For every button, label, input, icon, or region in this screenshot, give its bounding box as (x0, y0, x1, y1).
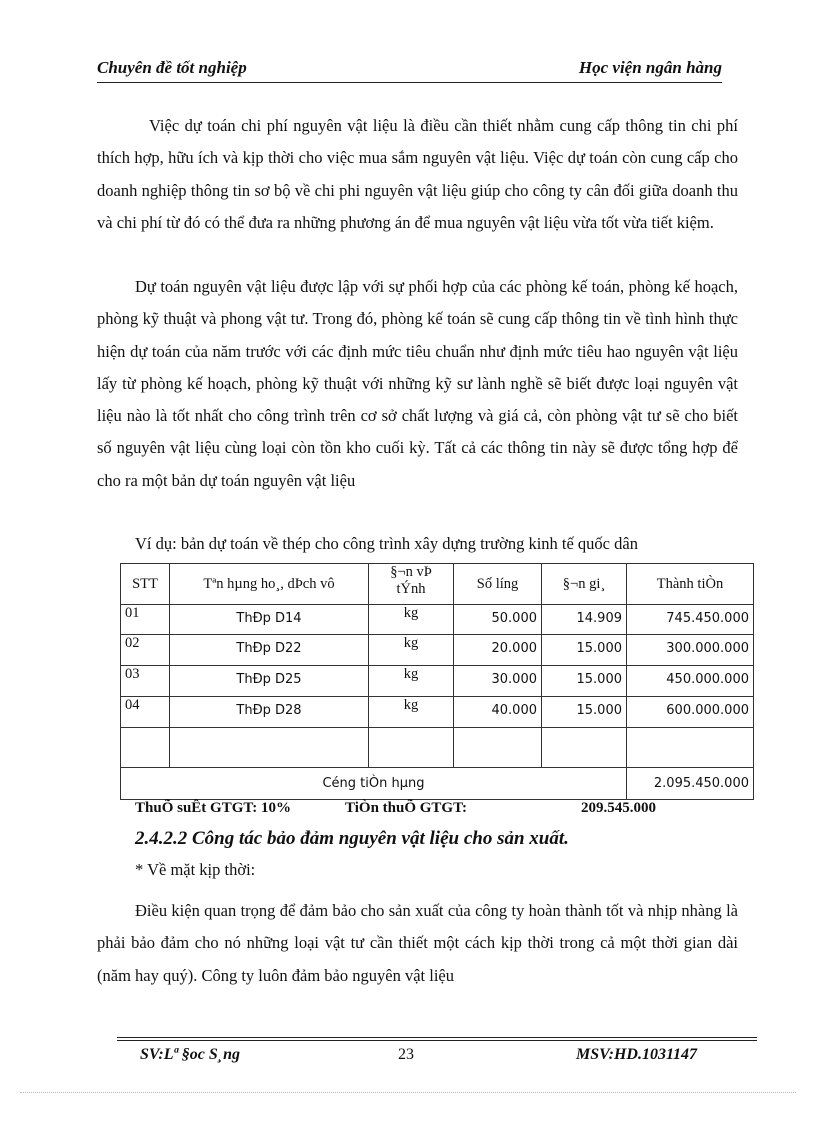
header-unit (369, 564, 454, 605)
cell-stt: 02 (121, 635, 170, 666)
sum-label: Céng tiÒn hµng (121, 768, 627, 800)
cell-price: 15.000 (542, 666, 627, 697)
cell-name: ThÐp D14 (170, 605, 369, 635)
table-row (121, 666, 754, 697)
page-header (97, 58, 722, 82)
header-right-title: Học viện ngân hàng (578, 58, 722, 77)
cell-price: 15.000 (542, 635, 627, 666)
table-sum-row (121, 768, 754, 800)
header-qty: Số líng (454, 564, 542, 605)
example-caption: Ví dụ: bản dự toán về thép cho công trình xây dựng trường kinh tế quốc dân (135, 534, 638, 553)
table-header-row (121, 564, 754, 605)
header-price: §¬n gi¸ (542, 564, 627, 605)
table-row (121, 635, 754, 666)
header-stt: STT (121, 564, 170, 605)
cell-stt: 01 (121, 605, 170, 635)
tax-rate: ThuÕ suÊt GTGT: 10% (135, 800, 292, 816)
cell-name: ThÐp D25 (170, 666, 369, 697)
cell-total: 450.000.000 (627, 666, 754, 697)
cell-total: 300.000.000 (627, 635, 754, 666)
cell-name: ThÐp D22 (170, 635, 369, 666)
footer-msv: MSV:HD.1031147 (576, 1046, 698, 1063)
cell-qty: 50.000 (454, 605, 542, 635)
cell-stt: 03 (121, 666, 170, 697)
header-unit-line2: tÝnh (396, 581, 426, 597)
page-number: 23 (398, 1046, 414, 1063)
cell-unit: kg (369, 605, 454, 635)
footer-rule-top (117, 1037, 757, 1038)
header-name: Tªn hµng ho¸, dÞch vô (170, 564, 369, 605)
header-unit-line1: §¬n vÞ (390, 564, 432, 580)
cell-total: 745.450.000 (627, 605, 754, 635)
page-edge-dotted-line (20, 1092, 796, 1093)
cell-total: 600.000.000 (627, 697, 754, 728)
table-empty-row (121, 728, 754, 768)
cell-unit: kg (369, 666, 454, 697)
cell-qty: 20.000 (454, 635, 542, 666)
table-row (121, 697, 754, 728)
cell-name: ThÐp D28 (170, 697, 369, 728)
bullet-timely: * Về mặt kịp thời: (135, 860, 256, 879)
tax-amount-label: TiÒn thuÕ GTGT: (345, 800, 467, 816)
footer-student: SV:Lª §oc S¸ng (140, 1046, 240, 1063)
estimate-table (120, 563, 754, 800)
cell-qty: 40.000 (454, 697, 542, 728)
cell-unit: kg (369, 697, 454, 728)
header-rule (97, 82, 722, 83)
cell-price: 15.000 (542, 697, 627, 728)
cell-qty: 30.000 (454, 666, 542, 697)
footer-rule-bottom (117, 1040, 757, 1041)
header-total: Thành tiÒn (627, 564, 754, 605)
cell-unit: kg (369, 635, 454, 666)
paragraph-2: Dự toán nguyên vật liệu được lập với sự phối hợp của các phòng kế toán, phòng kế hoạch, phòng kỹ thuật và phong vật tư. Trong đó, phòng kế toán sẽ cung cấp thông tin về tình hình thực hiện dự toán của năm trước với các định mức tiêu chuẩn như định mức tiêu hao nguyên vật liệu lấy từ phòng kế hoạch, phòng kỹ thuật với những kỹ sư lành nghề sẽ biết được loại nguyên vật liệu nào là tốt nhất cho công trình trên cơ sở chất lượng và giá cả, còn phòng vật tư sẽ cho biết số nguyên vật liệu cùng loại còn tồn kho cuối kỳ. Tất cả các thông tin này sẽ được tổng hợp để cho ra một bản dự toán nguyên vật liệu (97, 277, 738, 490)
section-heading: 2.4.2.2 Công tác bảo đảm nguyên vật liệu cho sản xuất. (135, 828, 569, 849)
header-left-title: Chuyên đề tốt nghiệp (97, 58, 247, 77)
cell-stt: 04 (121, 697, 170, 728)
paragraph-1: Việc dự toán chi phí nguyên vật liệu là điều cần thiết nhằm cung cấp thông tin chi phí thích hợp, hữu ích và kịp thời cho việc mua sắm nguyên vật liệu. Việc dự toán còn cung cấp cho doanh nghiệp thông tin sơ bộ về chi phi nguyên vật liệu giúp cho công ty cân đối giữa doanh thu và chi phí từ đó có thể đưa ra những phương án để mua nguyên vật liệu vừa tốt vừa tiết kiệm. (97, 116, 738, 232)
table-row (121, 605, 754, 635)
tax-amount-value: 209.545.000 (581, 800, 656, 816)
sum-value: 2.095.450.000 (627, 768, 754, 800)
paragraph-3: Điều kiện quan trọng để đảm bảo cho sản xuất của công ty hoàn thành tốt và nhịp nhàng là phải bảo đảm cho nó những loại vật tư cần thiết một cách kịp thời trong cả một thời gian dài (năm hay quý). Công ty luôn đảm bảo nguyên vật liệu (97, 901, 738, 985)
cell-price: 14.909 (542, 605, 627, 635)
